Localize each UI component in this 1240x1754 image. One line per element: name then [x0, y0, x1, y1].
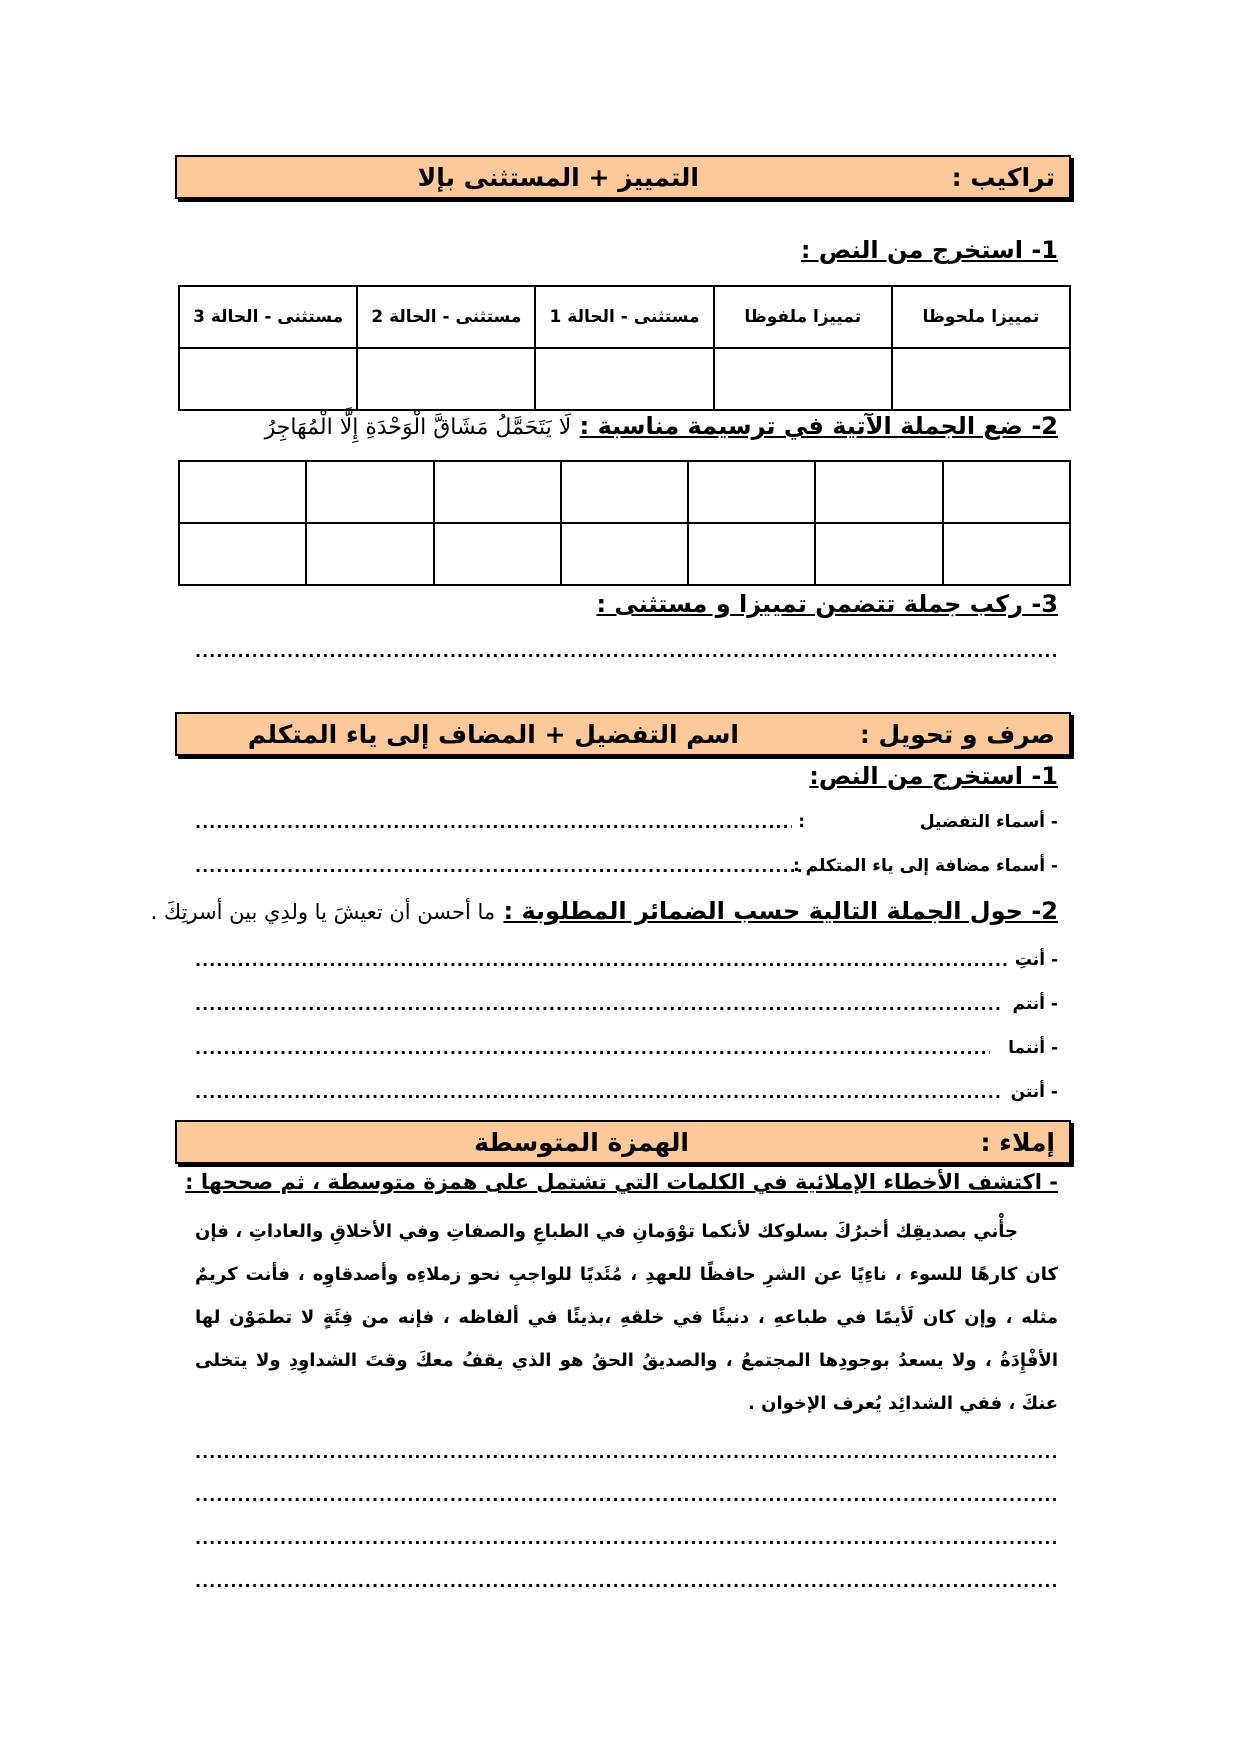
item-superlatives: - أسماء التفضيل: [919, 812, 1058, 832]
grid-cell[interactable]: [306, 523, 433, 585]
answer-line[interactable]: [195, 951, 1007, 973]
item-colon: :: [798, 812, 805, 832]
table-header-cell: تمييزا ملحوظا: [892, 286, 1070, 348]
extraction-table: [178, 285, 1071, 411]
pronoun-label: - أنتما: [1008, 1038, 1058, 1058]
grid-cell[interactable]: [688, 461, 815, 523]
question-1-heading: 1- استخرج من النص:: [809, 762, 1058, 790]
grid-cell[interactable]: [815, 461, 942, 523]
answer-line[interactable]: [195, 857, 805, 879]
answer-cell[interactable]: [535, 348, 713, 410]
grid-cell[interactable]: [561, 461, 688, 523]
grid-cell[interactable]: [943, 461, 1070, 523]
dictation-instruction: - اكتشف الأخطاء الإملائية في الكلمات التي تشتمل على همزة متوسطة ، ثم صححها :: [185, 1170, 1058, 1194]
grid-cell[interactable]: [688, 523, 815, 585]
pronoun-label: - أنتم: [1012, 994, 1058, 1014]
answer-line[interactable]: [195, 813, 792, 835]
dictation-paragraph: جأْني بصديقِك أخبرُكَ بسلوكك لأنكما توْوَمانِ في الطباعِ والصفاتِ وفي الأخلاقِ والعاداتِ ، فإن كان كارهًا للسوء ، ناءِيًا عن الشرِ حافظًا للعهدِ ، مُئَديًا للواجبِ نحو زملاءِه وأصدقاوِه ، فأنت كريمٌ مثله ، وإن كان لَأيمًا في طباعهِ ، دنيئًا في خلقهِ ،بذيئًا في ألفاظه ، فإنه من فِئَةٍ لا تطمَوْن لها الأفْإِدَةُ ، ولا يسعدُ بوجودِها المجتمعُ ، والصديقُ الحقُ هو الذي يقفُ معكَ وقتَ الشداوِدِ ولا يتخلى عنكَ ، ففي الشدائِد يُعرف الإخوان .: [195, 1221, 1058, 1414]
pronoun-label: - أنتِ: [1014, 950, 1058, 970]
pronoun-label: - أنتن: [1010, 1082, 1058, 1102]
table-header-cell: مستثنى - الحالة 2: [357, 286, 535, 348]
grid-cell[interactable]: [179, 523, 306, 585]
question-2-heading: 2- حول الجملة التالية حسب الضمائر المطلوبة : ما أحسن أن تعيشَ يا ولدِي بين أسرتِكَ .: [150, 897, 1058, 925]
answer-line[interactable]: [195, 1039, 990, 1061]
answer-line[interactable]: [195, 1529, 1058, 1551]
section-banner-morphology: [175, 712, 1071, 756]
section-title: اسم التفضيل + المضاف إلى ياء المتكلم: [247, 720, 739, 749]
answer-line[interactable]: [195, 1443, 1058, 1465]
section-title: الهمزة المتوسطة: [474, 1128, 689, 1157]
section-label: صرف و تحويل :: [859, 720, 1055, 749]
item-possessives: - أسماء مضافة إلى ياء المتكلم :: [792, 856, 1058, 876]
answer-line[interactable]: [195, 995, 1000, 1017]
grid-cell[interactable]: [815, 523, 942, 585]
section-banner-grammar: [175, 155, 1071, 199]
answer-line[interactable]: [195, 1572, 1058, 1594]
grid-cell[interactable]: [179, 461, 306, 523]
question-2-sentence: ما أحسن أن تعيشَ يا ولدِي بين أسرتِكَ .: [150, 900, 496, 924]
answer-cell[interactable]: [179, 348, 357, 410]
grid-cell[interactable]: [434, 523, 561, 585]
table-header-cell: مستثنى - الحالة 1: [535, 286, 713, 348]
section-label: تراكيب :: [951, 163, 1055, 192]
grid-cell[interactable]: [306, 461, 433, 523]
question-2-sentence: لَا يَتَحَمَّلُ مَشَاقَّ الْوَحْدَةِ إِلَّا الْمُهَاجِرُ: [264, 415, 572, 440]
answer-line[interactable]: [195, 642, 1058, 664]
diagram-grid: [178, 460, 1071, 586]
section-title: التمييز + المستثنى بإلا: [417, 163, 699, 192]
question-3-heading: 3- ركب جملة تتضمن تمييزا و مستثنى :: [596, 590, 1058, 618]
grid-cell[interactable]: [943, 523, 1070, 585]
answer-cell[interactable]: [892, 348, 1070, 410]
grid-cell[interactable]: [561, 523, 688, 585]
grid-cell[interactable]: [434, 461, 561, 523]
answer-cell[interactable]: [714, 348, 892, 410]
section-banner-dictation: [175, 1120, 1071, 1164]
section-label: إملاء :: [980, 1128, 1055, 1157]
answer-line[interactable]: [195, 1486, 1058, 1508]
table-header-cell: تمييزا ملفوظا: [714, 286, 892, 348]
table-header-cell: مستثنى - الحالة 3: [179, 286, 357, 348]
question-2-heading: 2- ضع الجملة الآتية في ترسيمة مناسبة : لَا يَتَحَمَّلُ مَشَاقَّ الْوَحْدَةِ إِلَّا الْمُهَاجِرُ: [264, 412, 1058, 440]
answer-cell[interactable]: [357, 348, 535, 410]
answer-line[interactable]: [195, 1083, 1000, 1105]
question-1-heading: 1- استخرج من النص :: [800, 236, 1058, 264]
